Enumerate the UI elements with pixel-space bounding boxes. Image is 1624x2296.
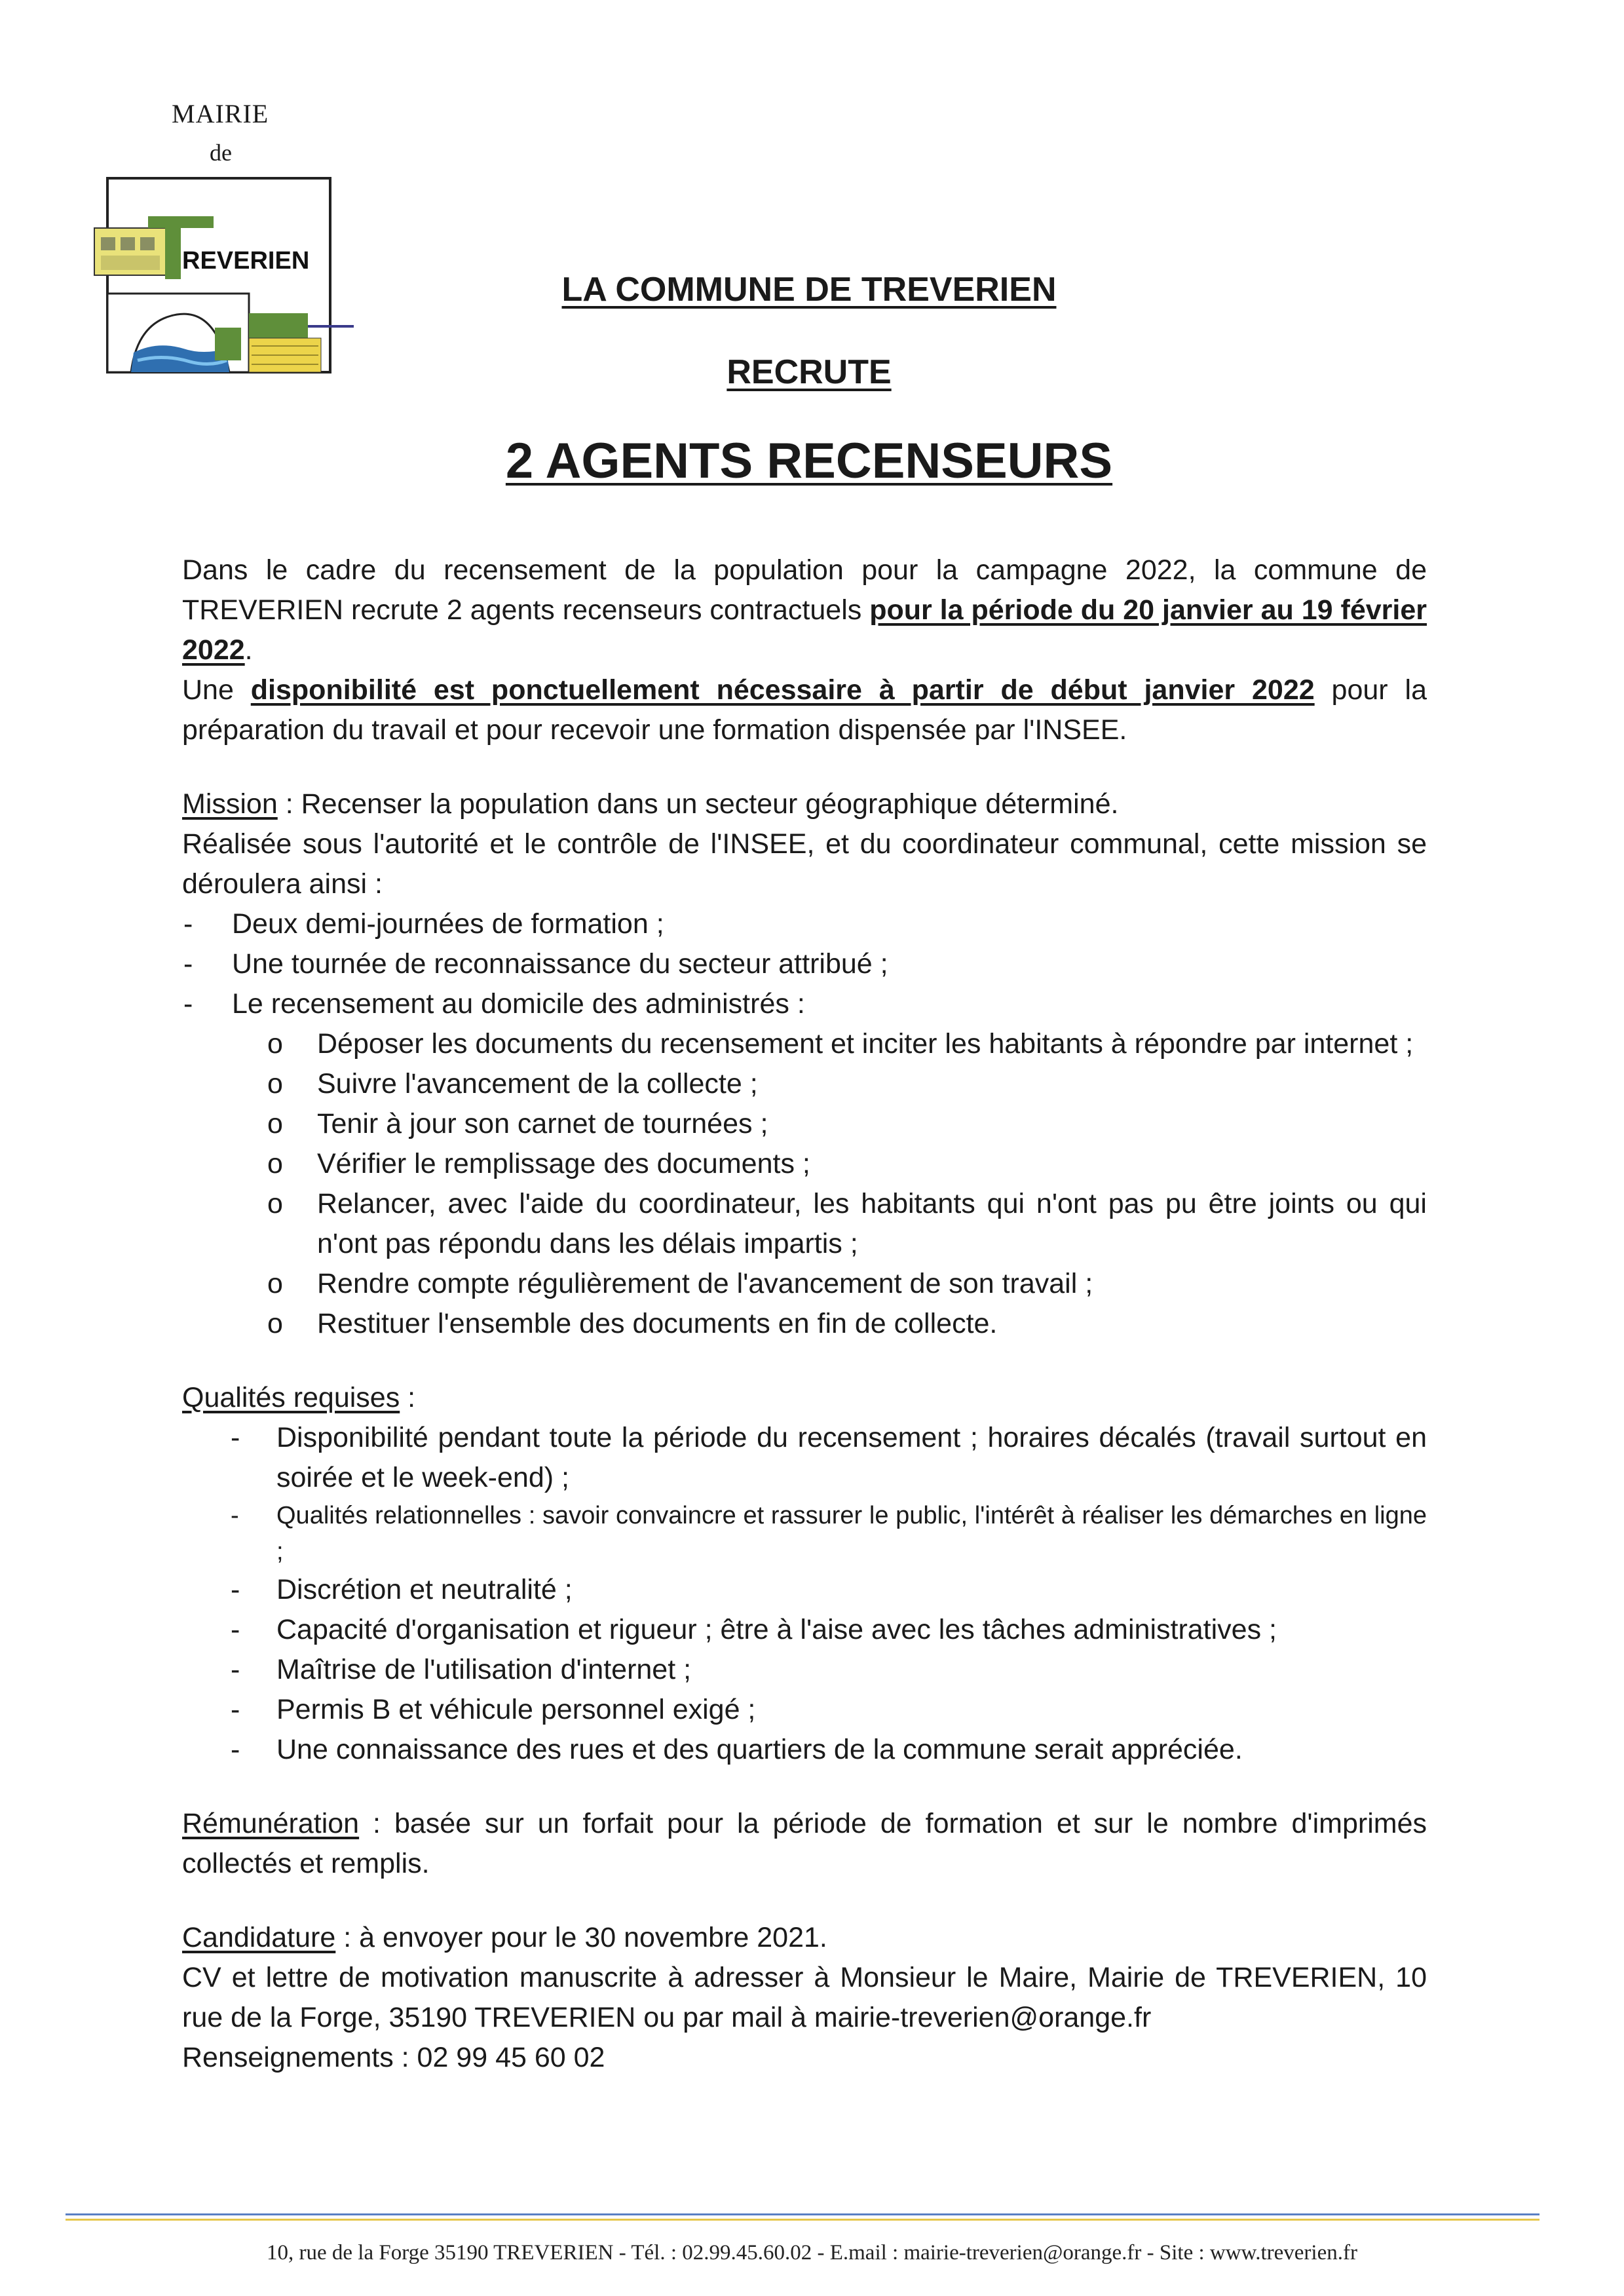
document-body <box>182 550 1427 2078</box>
footer-rule-blue <box>66 2213 1539 2215</box>
mission-label: Mission <box>182 788 278 820</box>
title-agents: 2 AGENTS RECENSEURS <box>505 433 1113 489</box>
intro-paragraph-2: Une disponibilité est ponctuellement nécessaire à partir de début janvier 2022 pour la préparation du travail et pour recevoir une formation dispensée par l'INSEE. <box>182 674 1427 746</box>
title-recrute: RECRUTE <box>727 353 892 391</box>
remuneration-label: Rémunération <box>182 1808 360 1839</box>
list-item: o Relancer, avec l'aide du coordinateur, les habitants qui n'ont pas pu être joints ou qui n'ont pas répondu dans les délais impartis ; <box>267 1184 1427 1264</box>
list-item: - Qualités relationnelles : savoir convaincre et rassurer le public, l'intérêt à réaliser les démarches en ligne ; <box>182 1498 1427 1570</box>
mission-intro: Réalisée sous l'autorité et le contrôle de l'INSEE, et du coordinateur communal, cette mission se déroulera ainsi : <box>182 828 1427 900</box>
list-item: o Suivre l'avancement de la collecte ; <box>267 1064 1427 1104</box>
list-item: o Vérifier le remplissage des documents ; <box>267 1144 1427 1184</box>
mission-list <box>182 904 1427 1024</box>
list-item: o Rendre compte régulièrement de l'avancement de son travail ; <box>267 1264 1427 1304</box>
list-item: - Le recensement au domicile des administrés : <box>182 984 1427 1024</box>
qualites-list <box>182 1418 1427 1770</box>
qualites-heading: Qualités requises : <box>182 1382 416 1413</box>
footer-rule-yellow <box>66 2219 1539 2221</box>
list-item: - Deux demi-journées de formation ; <box>182 904 1427 944</box>
mission-sublist <box>182 1024 1427 1344</box>
logo-text: REVERIEN <box>182 247 310 275</box>
mission-heading: Mission : Recenser la population dans un secteur géographique déterminé. <box>182 788 1119 820</box>
remuneration-paragraph: Rémunération : basée sur un forfait pour la période de formation et sur le nombre d'imprimés collectés et remplis. <box>182 1808 1427 1879</box>
logo-hill <box>249 313 308 338</box>
candidature-label: Candidature <box>182 1922 336 1953</box>
intro-disponibilite: disponibilité est ponctuellement nécessaire à partir de début janvier 2022 <box>250 674 1315 706</box>
list-item: - Une connaissance des rues et des quartiers de la commune serait appréciée. <box>182 1730 1427 1770</box>
list-item: o Tenir à jour son carnet de tournées ; <box>267 1104 1427 1144</box>
list-item: o Restituer l'ensemble des documents en fin de collecte. <box>267 1304 1427 1344</box>
list-item: - Maîtrise de l'utilisation d'internet ; <box>182 1650 1427 1690</box>
mairie-label: MAIRIE <box>172 99 269 128</box>
logo-window <box>101 237 115 250</box>
list-item: o Déposer les documents du recensement et inciter les habitants à répondre par internet ; <box>267 1024 1427 1064</box>
title-commune: LA COMMUNE DE TREVERIEN <box>561 271 1057 309</box>
candidature-address: CV et lettre de motivation manuscrite à adresser à Monsieur le Maire, Mairie de TREVERIEN, 10 rue de la Forge, 35190 TREVERIEN ou par mail à mairie-treverien@orange.fr <box>182 1962 1427 2033</box>
list-item: - Discrétion et neutralité ; <box>182 1570 1427 1610</box>
qualites-label: Qualités requises <box>182 1382 400 1413</box>
candidature-phone: Renseignements : 02 99 45 60 02 <box>182 2042 605 2073</box>
list-item: - Permis B et véhicule personnel exigé ; <box>182 1690 1427 1730</box>
footer-contact: 10, rue de la Forge 35190 TREVERIEN - Tél. : 02.99.45.60.02 - E.mail : mairie-treverien@orange.fr - Site : www.treverien.fr <box>267 2241 1357 2265</box>
logo-window <box>121 237 135 250</box>
intro-period: pour la période du 20 janvier au 19 février 2022 <box>182 594 1427 666</box>
logo-window <box>140 237 155 250</box>
intro-paragraph-1: Dans le cadre du recensement de la population pour la campagne 2022, la commune de TREVERIEN recrute 2 agents recenseurs contractuels pour la période du 20 janvier au 19 février 2022. <box>182 554 1427 666</box>
mairie-de-label: de <box>210 140 232 166</box>
list-item: - Disponibilité pendant toute la période du recensement ; horaires décalés (travail surtout en soirée et le week-end) ; <box>182 1418 1427 1498</box>
candidature-heading: Candidature : à envoyer pour le 30 novembre 2021. <box>182 1922 827 1953</box>
list-item: - Capacité d'organisation et rigueur ; être à l'aise avec les tâches administratives ; <box>182 1610 1427 1650</box>
logo-wall <box>101 256 160 270</box>
list-item: - Une tournée de reconnaissance du secteur attribué ; <box>182 944 1427 984</box>
